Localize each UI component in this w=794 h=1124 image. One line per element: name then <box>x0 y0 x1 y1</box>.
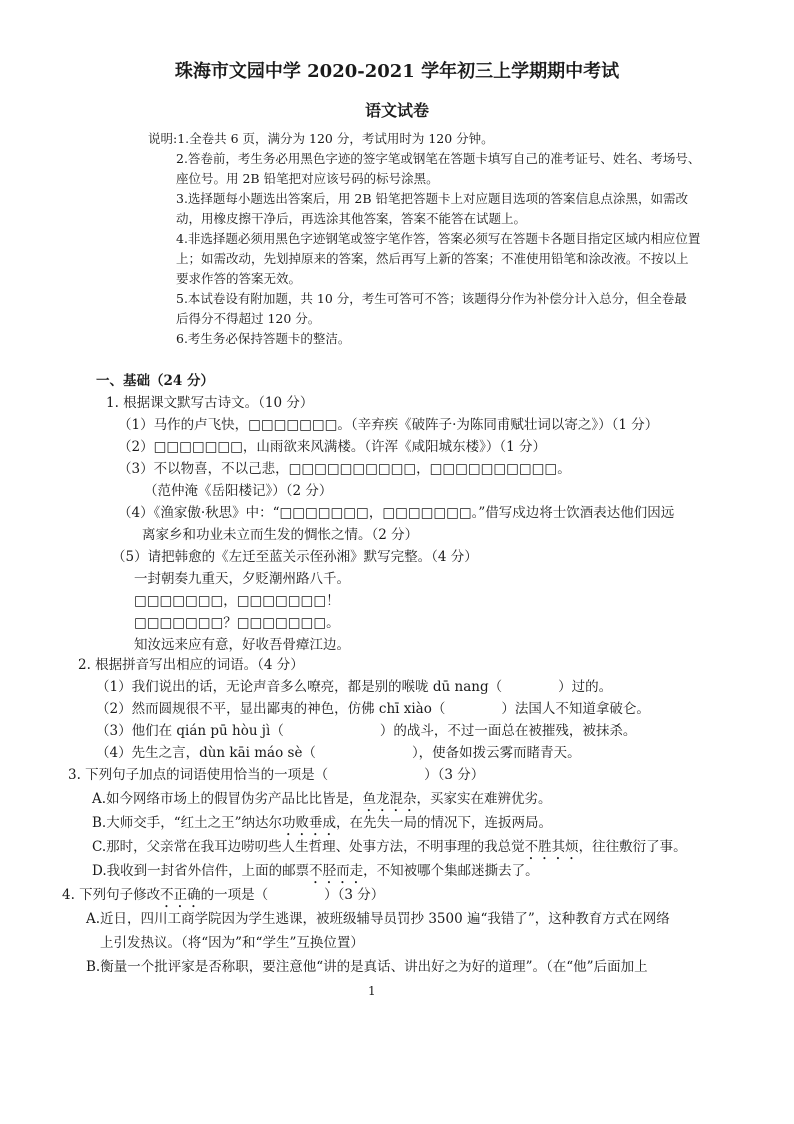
q2-line-2-end: ）法国人不知道拿破仑。 <box>501 701 650 717</box>
poem-line-2: □□□□□□□，□□□□□□□！ <box>134 593 340 609</box>
q2-line-4 <box>96 744 581 762</box>
poem-line-3: □□□□□□□？□□□□□□□。 <box>134 615 340 631</box>
poem-line-4: 知汝远来应有意，好收吾骨瘴江边。 <box>134 637 350 653</box>
q2-line-1-end: ）过的。 <box>558 679 613 695</box>
q3-stem <box>68 766 484 784</box>
q1-line-1: （1）马作的卢飞快，□□□□□□□。（辛弃疾《破阵子·为陈同甫赋壮词以寄之》）（1 分） <box>118 417 659 433</box>
option-text: ，不知被哪个集邮迷撕去了。 <box>363 863 539 879</box>
q2-line-3 <box>96 722 636 740</box>
note-line-1: 说明:1.全卷共 6 页，满分为 120 分，考试用时为 120 分钟。 <box>148 131 494 146</box>
q4-option-a: A.近日，四川工商学院因为学生逃课，被班级辅导员罚抄 3500 遍“我错了”，这种教育方式在网络 <box>86 911 670 927</box>
note-line-9: 5.本试卷设有附加题，共 10 分，考生可答可不答；该题得分作为补偿分计入总分，但全卷最 <box>176 291 687 306</box>
note-line-2: 2.答卷前，考生务必用黑色字迹的签字笔或钢笔在答题卡填写自己的准考证号、姓名、考场号、 <box>176 151 701 166</box>
q2-line-3-text: （3）他们在 qián pū hòu jì（ <box>96 723 284 739</box>
q1-line-4-cont: 离家乡和功业未立而生发的惆怅之情。（2 分） <box>142 527 419 543</box>
q4-stem-text-2: 的一项是（ <box>200 887 269 903</box>
q4-option-b: B.衡量一个批评家是否称职，要注意他“讲的是真话、讲出好之为好的道理”。（在“他”后面加上 <box>86 959 648 975</box>
q1-line-5: （5）请把韩愈的《左迁至蓝关示侄孙湘》默写完整。（4 分） <box>112 549 478 565</box>
dotted-term: 不胫而走 <box>309 863 364 879</box>
q4-option-a-cont: 上引发热议。（将“因为”和“学生”互换位置） <box>100 935 364 951</box>
option-text: ，在先失一局的情况下，连扳两局。 <box>336 815 553 831</box>
q1-stem: 1. 根据课文默写古诗文。（10 分） <box>106 395 314 411</box>
section-heading: 一、基础（24 分） <box>96 373 214 389</box>
dotted-term: 不正确 <box>160 887 201 903</box>
option-text: ，买家实在难辨优劣。 <box>416 791 552 807</box>
q1-line-3-source: （范仲淹《岳阳楼记》）（2 分） <box>144 483 333 499</box>
q2-line-4-text: （4）先生之言，dùn kāi máo sè（ <box>96 745 316 761</box>
note-line-8: 要求作答的答案无效。 <box>176 271 302 286</box>
q3-stem-end: ）（3 分） <box>424 767 485 783</box>
note-line-6: 4.非选择题必须用黑色字迹钢笔或签字笔作答，答案必须写在答题卡各题目指定区域内相应位置 <box>176 231 701 246</box>
q3-stem-text: 3. 下列句子加点的词语使用恰当的一项是（ <box>68 767 329 783</box>
q3-option-a <box>92 790 552 815</box>
note-line-7: 上；如需改动，先划掉原来的答案，然后再写上新的答案；不准使用铅笔和涂改液。不按以上 <box>176 251 689 266</box>
dotted-term: 功败垂成 <box>282 815 337 831</box>
q4-stem-end: ）（3 分） <box>324 887 385 903</box>
option-text: A.如今网络市场上的假冒伪劣产品比比皆是， <box>92 791 363 807</box>
q4-stem <box>62 886 384 911</box>
note-line-10: 后得分不得超过 120 分。 <box>176 311 321 326</box>
q2-line-2-text: （2）然而圆规很不平，显出鄙夷的神色，仿佛 chī xiào（ <box>96 701 446 717</box>
option-text: ，往往敷衍了事。 <box>578 839 687 855</box>
q3-option-c <box>92 838 687 863</box>
note-line-3: 座位号。用 2B 铅笔把对应该号码的标号涂黑。 <box>176 171 439 186</box>
option-text: C.那时，父亲常在我耳边唠叨些人生哲理、处事方法，不明事理的我总觉 <box>92 839 525 855</box>
note-line-4: 3.选择题每小题选出答案后，用 2B 铅笔把答题卡上对应题目选项的答案信息点涂黑，如需改 <box>176 191 689 206</box>
option-text: D.我收到一封省外信件，上面的邮票 <box>92 863 310 879</box>
q3-option-d <box>92 862 539 887</box>
q3-option-b <box>92 814 552 839</box>
page-number: 1 <box>368 984 376 998</box>
note-line-5: 动，用橡皮擦干净后，再选涂其他答案，答案不能答在试题上。 <box>176 211 527 226</box>
q2-line-2 <box>96 700 650 718</box>
q1-line-4: （4）《渔家傲·秋思》中：“□□□□□□□，□□□□□□□。”借写戍边将士饮酒表达他们因远 <box>118 505 675 521</box>
exam-title: 珠海市文园中学 2020-2021 学年初三上学期期中考试 <box>174 61 620 82</box>
dotted-term: 鱼龙混杂 <box>362 791 417 807</box>
option-text: B.大师交手，“红土之王”纳达尔 <box>92 815 283 831</box>
note-line-11: 6.考生务必保持答题卡的整洁。 <box>176 331 351 346</box>
q2-stem: 2. 根据拼音写出相应的词语。（4 分） <box>78 657 304 673</box>
q1-line-2: （2）□□□□□□□，山雨欲来风满楼。（许浑《咸阳城东楼》）（1 分） <box>118 439 547 455</box>
q1-line-3: （3）不以物喜，不以己悲，□□□□□□□□□□，□□□□□□□□□□。 <box>118 461 571 477</box>
exam-subtitle: 语文试卷 <box>364 101 429 120</box>
q2-line-3-end: ）的战斗，不过一面总在被摧残，被抹杀。 <box>379 723 637 739</box>
poem-line-1: 一封朝奏九重天，夕贬潮州路八千。 <box>134 571 350 587</box>
q2-line-1-text: （1）我们说出的话，无论声音多么嘹亮，都是别的喉咙 dū nang（ <box>96 679 503 695</box>
q4-stem-text: 4. 下列句子修改 <box>62 887 161 903</box>
q2-line-4-end: ），使备如拨云雾而睹青天。 <box>411 745 581 761</box>
dotted-term: 不胜其烦 <box>524 839 579 855</box>
q2-line-1 <box>96 678 612 696</box>
